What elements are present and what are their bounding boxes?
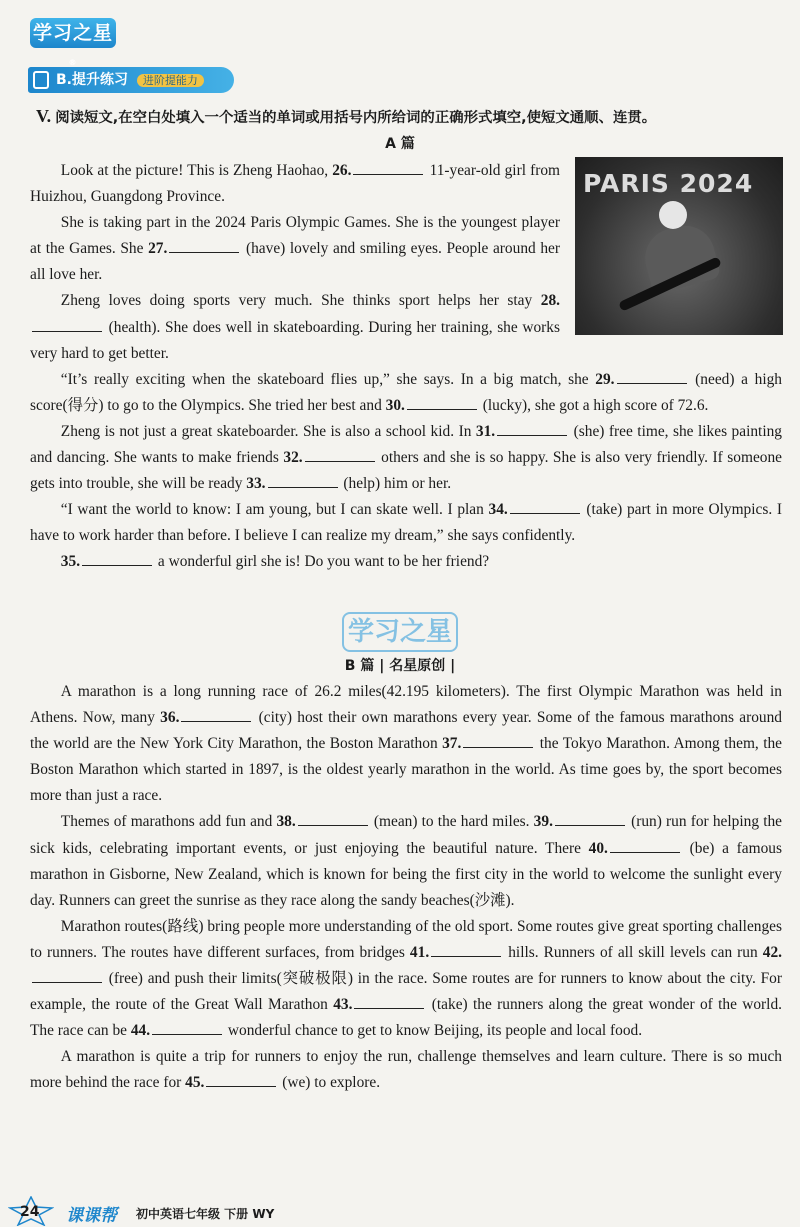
blank-38[interactable] [298,811,368,826]
paragraph: She is taking part in the 2024 Paris Olympic Games. She is the youngest player at the Games. She 27. (have) lovely and smiling eyes. People around her all love her. [30,214,560,284]
brand-logo: 学习之星® [30,18,116,48]
book-title: 初中英语七年级 下册 WY [136,1207,275,1221]
paragraph: A marathon is a long running race of 26.2 miles(42.195 kilometers). The first Olympic Marathon was held in Athens. Now, many 36. (city) host their own marathons every year. Some of the famous marathons around the world are the New York City Marathon, the Boston Marathon 37. the Tokyo Marathon. Among them, the Boston Marathon which started in 1897, is the oldest yearly marathon in the world. As time goes by, the sport becomes more than just a race. [30,683,782,805]
blank-28[interactable] [32,317,102,332]
blank-26[interactable] [353,160,423,175]
watermark-logo: 学习之星 [342,612,458,652]
photo-caption: PARIS 2024 [583,169,754,198]
trophy-icon [33,71,49,89]
blank-32[interactable] [305,447,375,462]
blank-42[interactable] [32,968,102,983]
blank-41[interactable] [431,942,501,957]
blank-34[interactable] [510,499,580,514]
page-footer [0,1196,800,1227]
section-a-title: A 篇 [385,136,415,152]
section-b-title: B 篇 | 名星原创 | [344,658,456,674]
banner-title: B.提升练习 [56,72,128,88]
series-name: 课课帮 [66,1206,117,1226]
exercise-instruction: V. 阅读短文,在空白处填入一个适当的单词或用括号内所给词的正确形式填空,使短文通顺、连贯。 [36,106,657,126]
banner-subtitle: 进阶提能力 [137,74,204,87]
blank-35[interactable] [82,551,152,566]
paragraph: “I want the world to know: I am young, but I can skate well. I plan 34. (take) part in more Olympics. I have to work harder than before. I believe I can realize my dream,” she says confidently. [30,501,782,545]
blank-29[interactable] [617,369,687,384]
blank-36[interactable] [181,707,251,722]
paragraph: Zheng loves doing sports very much. She thinks sport helps her stay 28. (health). She does well in skateboarding. During her training, she works very hard to get better. [30,292,560,362]
blank-39[interactable] [555,811,625,826]
blank-30[interactable] [407,395,477,410]
section-banner [28,67,234,93]
page-number: 24 [20,1204,40,1220]
paragraph: 35. a wonderful girl she is! Do you want to be her friend? [60,553,490,571]
blank-33[interactable] [268,473,338,488]
paragraph: Zheng is not just a great skateboarder. She is also a school kid. In 31. (she) free time, she likes painting and dancing. She wants to make friends 32. others and she is so happy. She is also very friendly. If someone gets into trouble, she will be ready 33. (help) him or her. [30,422,782,493]
paragraph: “It’s really exciting when the skateboard flies up,” she says. In a big match, she 29. (need) a high score(得分) to go to the Olympics. She tried her best and 30. (lucky), she got a high score of 72.6. [30,370,782,414]
paragraph: Themes of marathons add fun and 38. (mean) to the hard miles. 39. (run) run for helping the sick kids, celebrating important events, or just enjoying the beautiful nature. There 40. (be) a famous marathon in Gisborne, New Zealand, which is known for being the first city in the world to welcome the sunlight every day. Runners can greet the sunrise as they race along the sandy beaches(沙滩). [30,813,782,909]
paragraph: Look at the picture! This is Zheng Haohao, 26. 11-year-old girl from Huizhou, Guangdong Province. [30,162,560,206]
blank-27[interactable] [169,238,239,253]
blank-37[interactable] [463,733,533,748]
passage-b [30,679,782,1097]
blank-44[interactable] [152,1020,222,1035]
paragraph: A marathon is quite a trip for runners to enjoy the run, challenge themselves and learn culture. There is so much more behind the race for 45. (we) to explore. [30,1048,782,1092]
blank-40[interactable] [610,838,680,853]
paragraph: Marathon routes(路线) bring people more understanding of the old sport. Some routes give great sporting challenges to runners. The routes have different surfaces, from bridges 41. hills. Runners of all skill levels can run 42. (free) and push their limits(突破极限) in the race. Some routes are for runners to know about the city. For example, the route of the Great Wall Marathon 43. (take) the runners along the great wonder of the world. The race can be 44. wonderful chance to get to know Beijing, its people and local food. [30,917,783,1040]
blank-31[interactable] [497,421,567,436]
passage-a [30,158,782,576]
blank-43[interactable] [354,994,424,1009]
blank-45[interactable] [206,1072,276,1087]
